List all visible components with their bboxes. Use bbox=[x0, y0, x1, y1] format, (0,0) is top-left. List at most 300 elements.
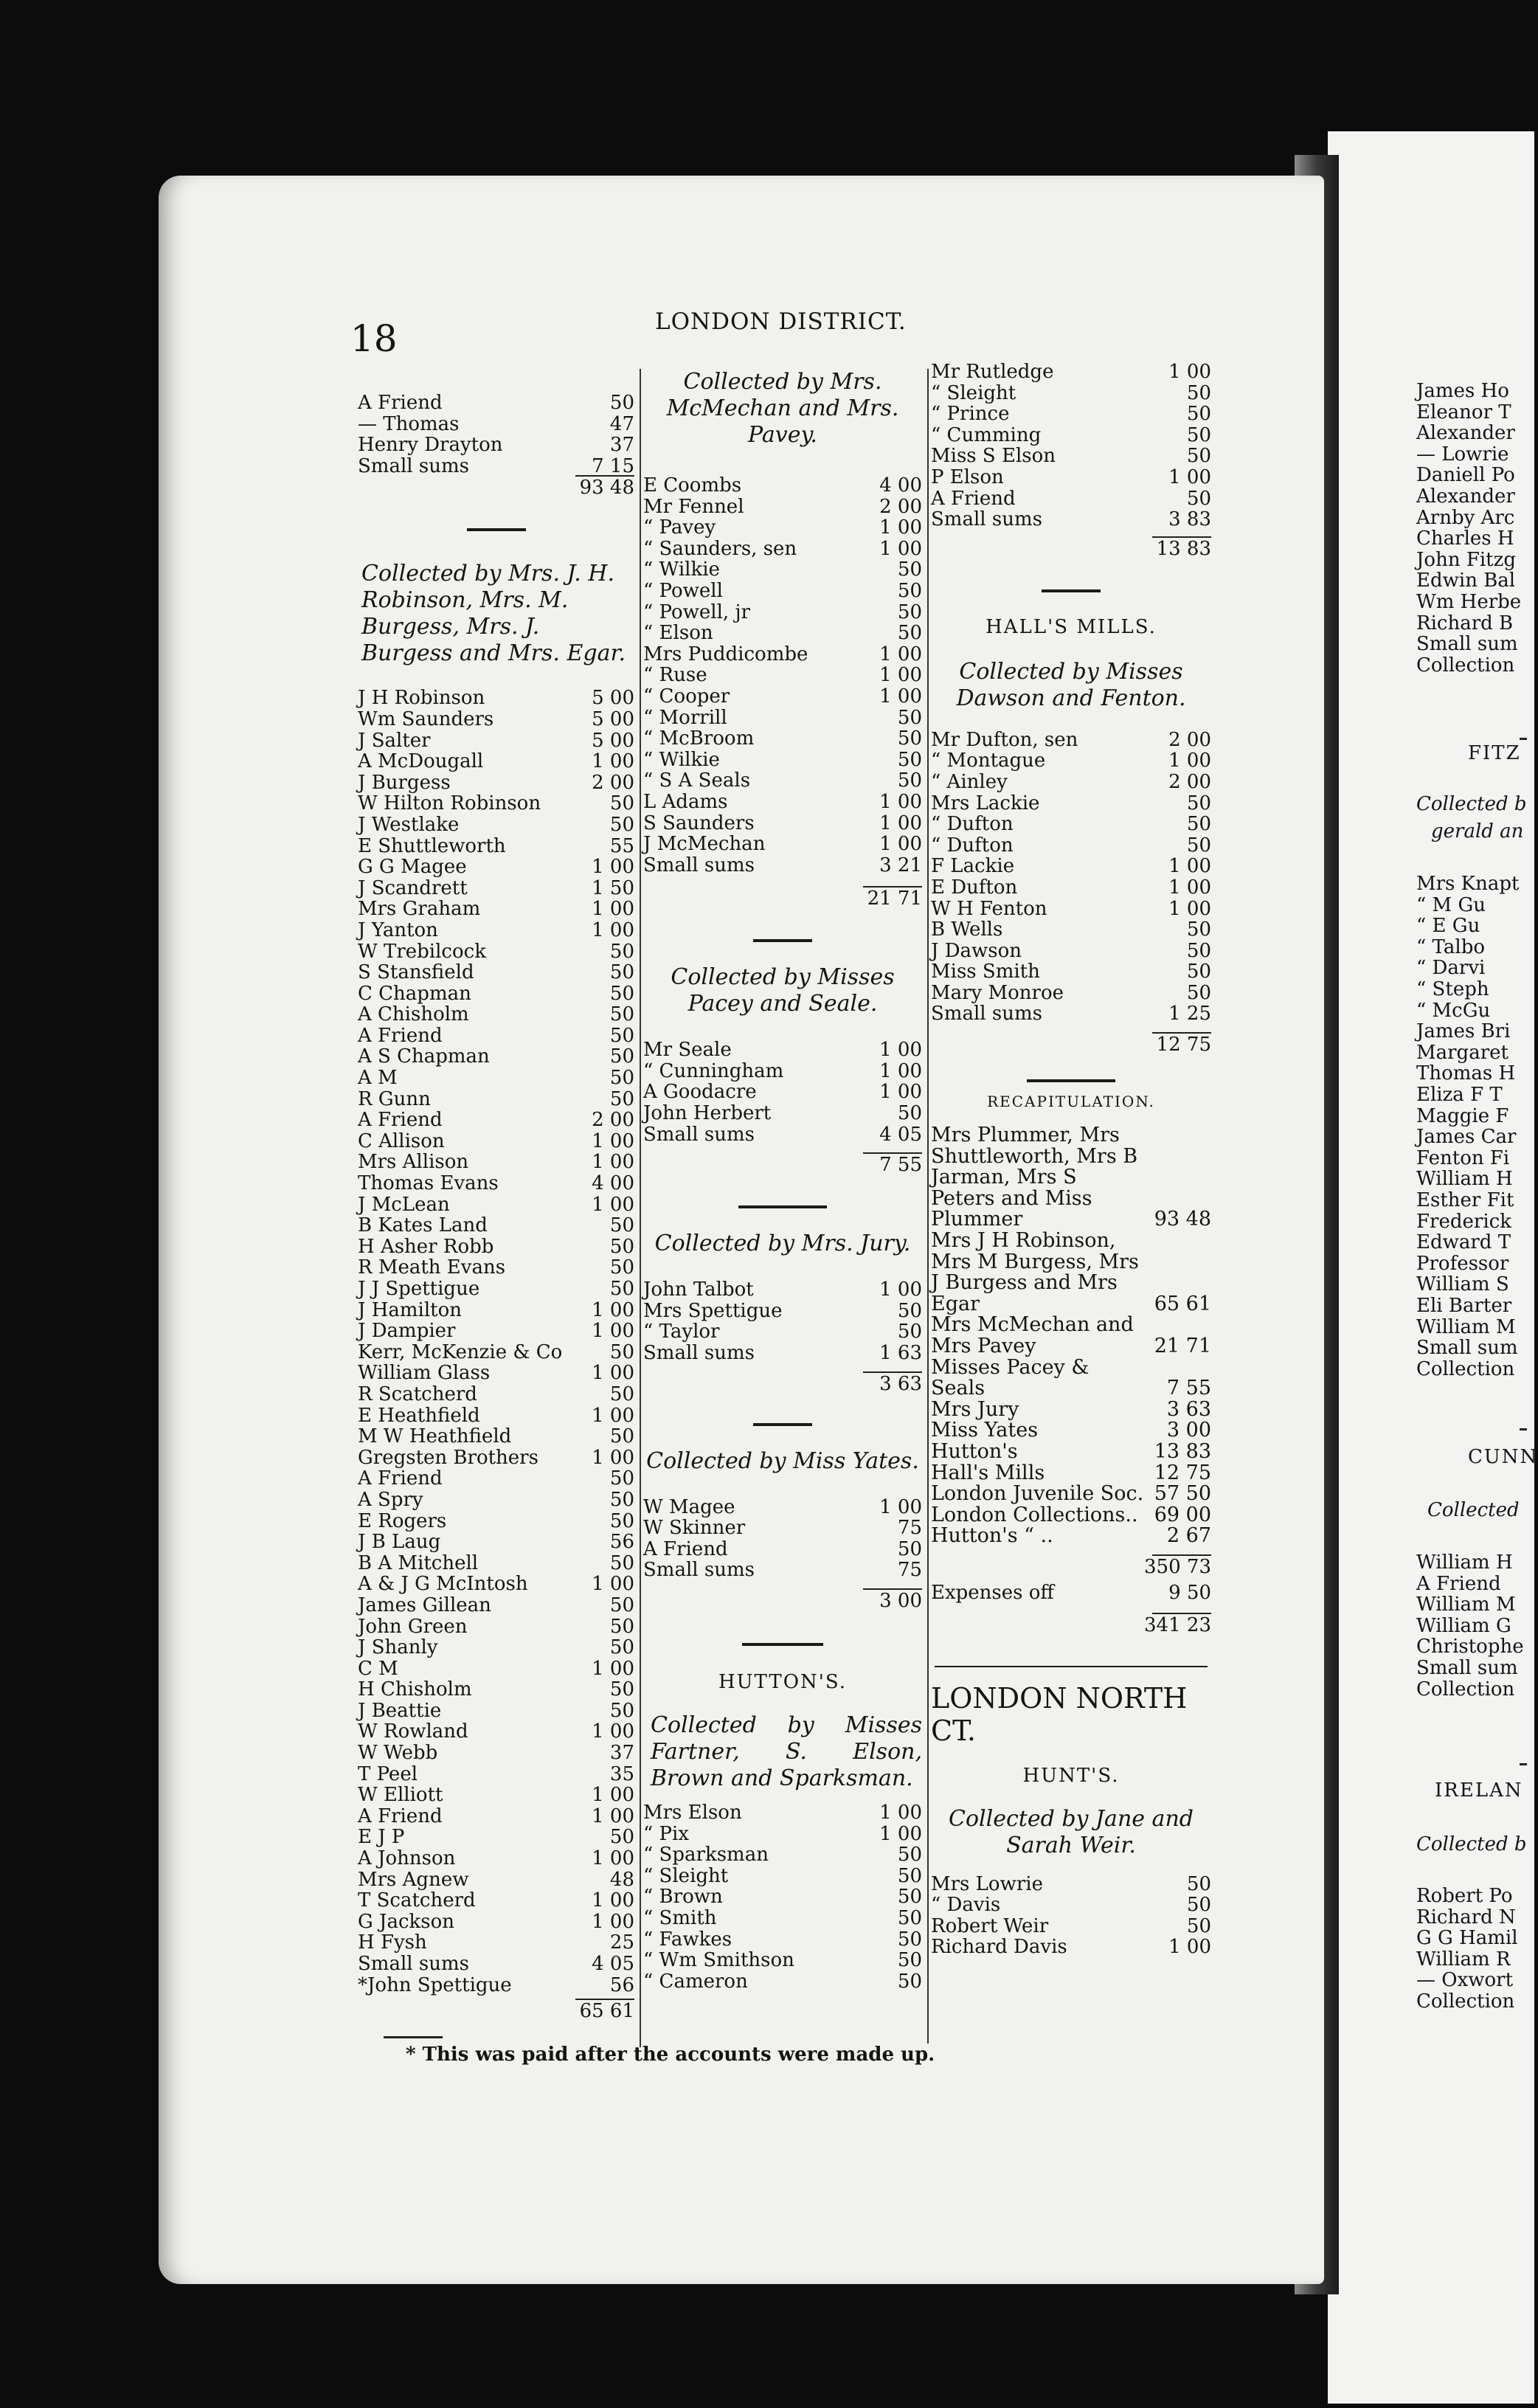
row-name: Mr Fennel bbox=[643, 495, 744, 518]
row-name: Miss S Elson bbox=[931, 445, 1056, 468]
row-amount: 2 00 bbox=[592, 771, 634, 794]
row-amount: 50 bbox=[897, 1102, 922, 1125]
right-page-line: Alexander bbox=[1416, 485, 1515, 508]
row-amount: 1 50 bbox=[592, 876, 634, 899]
list-row bbox=[358, 456, 634, 477]
row-amount: 1 00 bbox=[879, 664, 922, 687]
row-amount: 50 bbox=[609, 1045, 634, 1068]
right-page-line: Richard N bbox=[1416, 1906, 1516, 1928]
row-name: Mrs Puddicombe bbox=[643, 643, 808, 665]
list-row bbox=[643, 1950, 922, 1971]
row-name: “ Prince bbox=[931, 403, 1010, 426]
row-amount: 1 00 bbox=[592, 750, 634, 773]
col1-top-total: 93 48 bbox=[358, 477, 634, 499]
row-amount: 50 bbox=[609, 1826, 634, 1849]
list-row bbox=[643, 623, 922, 644]
row-amount: 1 00 bbox=[1168, 1936, 1211, 1959]
row-name: B Kates Land bbox=[358, 1214, 488, 1237]
col2-total-3: 3 63 bbox=[643, 1373, 922, 1395]
row-amount: 50 bbox=[1186, 1872, 1211, 1895]
list-row bbox=[358, 1300, 634, 1321]
row-name: E Rogers bbox=[358, 1509, 447, 1532]
row-amount: 50 bbox=[897, 1844, 922, 1866]
row-amount: 50 bbox=[1186, 918, 1211, 941]
row-name: A & J G McIntosh bbox=[358, 1573, 528, 1596]
row-amount: 50 bbox=[897, 748, 922, 771]
row-amount: 1 00 bbox=[1168, 855, 1211, 878]
row-name: J H Robinson bbox=[358, 687, 485, 710]
recap-label: Hall's Mills bbox=[931, 1461, 1045, 1484]
recap-row bbox=[931, 1420, 1211, 1442]
right-page-line: William H bbox=[1416, 1551, 1513, 1574]
row-name: E Heathfield bbox=[358, 1404, 480, 1427]
right-page-line: William G bbox=[1416, 1614, 1511, 1637]
right-page-line: Esther Fit bbox=[1416, 1189, 1514, 1211]
row-name: Mrs Allison bbox=[358, 1151, 469, 1174]
right-page-line: Professor bbox=[1416, 1252, 1509, 1275]
recap-amount: 57 50 bbox=[1154, 1482, 1211, 1506]
footnote-rule bbox=[384, 2036, 443, 2038]
row-name: R Scatcherd bbox=[358, 1383, 477, 1405]
row-name: *John Spettigue bbox=[358, 1973, 512, 1996]
row-amount: 1 00 bbox=[879, 516, 922, 539]
row-amount: 1 00 bbox=[879, 833, 922, 856]
row-name: James Gillean bbox=[358, 1594, 491, 1616]
list-row bbox=[931, 750, 1211, 772]
row-amount: 48 bbox=[609, 1868, 634, 1891]
list-row bbox=[358, 1173, 634, 1194]
list-row bbox=[358, 1152, 634, 1173]
list-row bbox=[358, 1426, 634, 1447]
row-amount: 50 bbox=[609, 1699, 634, 1722]
row-amount: 50 bbox=[897, 1970, 922, 1993]
row-name: “ Ainley bbox=[931, 770, 1008, 793]
row-amount: 50 bbox=[897, 1537, 922, 1560]
list-row bbox=[643, 707, 922, 729]
row-amount: 50 bbox=[609, 982, 634, 1005]
right-page-line: Richard B bbox=[1416, 612, 1514, 634]
row-name: A Friend bbox=[358, 1805, 443, 1827]
row-name: M W Heathfield bbox=[358, 1425, 512, 1448]
row-name: W Hilton Robinson bbox=[358, 792, 541, 815]
col3-recap-list bbox=[931, 1125, 1211, 1547]
right-page-line: Mrs Knapt bbox=[1416, 873, 1520, 895]
row-amount: 50 bbox=[609, 1003, 634, 1026]
row-name: J Yanton bbox=[358, 918, 438, 941]
list-row bbox=[358, 1068, 634, 1089]
right-page-line: William M bbox=[1416, 1315, 1516, 1338]
list-row bbox=[358, 1743, 634, 1764]
row-amount: 1 00 bbox=[879, 643, 922, 665]
row-name: J Salter bbox=[358, 729, 431, 752]
right-page-line: Christophe bbox=[1416, 1636, 1524, 1658]
list-row bbox=[931, 730, 1211, 751]
row-amount: 50 bbox=[609, 1488, 634, 1511]
list-row bbox=[358, 1911, 634, 1933]
row-amount: 50 bbox=[609, 813, 634, 836]
row-amount: 1 00 bbox=[592, 1720, 634, 1743]
row-amount: 50 bbox=[609, 792, 634, 815]
row-amount: 1 00 bbox=[592, 1362, 634, 1385]
row-amount: 1 00 bbox=[879, 1495, 922, 1518]
list-row bbox=[931, 1916, 1211, 1937]
list-row bbox=[643, 1824, 922, 1845]
row-name: W H Fenton bbox=[931, 897, 1047, 920]
right-page-line: Arnby Arc bbox=[1416, 506, 1515, 529]
list-row bbox=[643, 1518, 922, 1539]
col3-section-hunts: HUNT'S. bbox=[1022, 1764, 1120, 1787]
list-row bbox=[358, 1321, 634, 1342]
row-name: A Spry bbox=[358, 1488, 423, 1511]
right-page-line: Maggie F bbox=[1416, 1104, 1509, 1127]
col2-total-2: 7 55 bbox=[643, 1154, 922, 1176]
row-name: J Shanly bbox=[358, 1636, 438, 1659]
row-name: “ McBroom bbox=[643, 727, 755, 750]
row-name: J Dawson bbox=[931, 939, 1022, 962]
row-amount: 1 00 bbox=[592, 918, 634, 941]
list-row bbox=[358, 878, 634, 899]
row-name: Mrs Lowrie bbox=[931, 1872, 1043, 1895]
list-row bbox=[643, 475, 922, 497]
row-name: Mrs Agnew bbox=[358, 1868, 469, 1891]
row-amount: 1 00 bbox=[879, 1039, 922, 1062]
right-page-line: Collection bbox=[1416, 654, 1515, 677]
list-row bbox=[358, 1046, 634, 1068]
list-row bbox=[643, 1497, 922, 1518]
list-row bbox=[931, 488, 1211, 510]
recap-label: Mrs McMechan and Mrs Pavey bbox=[931, 1313, 1134, 1357]
list-row bbox=[643, 1061, 922, 1082]
row-name: “ Cameron bbox=[643, 1970, 748, 1993]
row-name: T Peel bbox=[358, 1762, 418, 1785]
row-name: “ S A Seals bbox=[643, 769, 751, 792]
list-row bbox=[931, 425, 1211, 446]
list-row bbox=[931, 446, 1211, 467]
row-name: John Talbot bbox=[643, 1279, 754, 1301]
row-amount: 1 00 bbox=[1168, 897, 1211, 920]
row-name: Mrs Spettigue bbox=[643, 1299, 783, 1322]
list-row bbox=[358, 1532, 634, 1553]
row-amount: 50 bbox=[609, 940, 634, 963]
row-name: C Chapman bbox=[358, 982, 471, 1005]
right-page-line: — Oxwort bbox=[1416, 1969, 1514, 1992]
list-row bbox=[358, 1194, 634, 1216]
row-amount: 1 00 bbox=[1168, 361, 1211, 383]
list-row bbox=[931, 919, 1211, 941]
row-name: “ Brown bbox=[643, 1886, 723, 1909]
list-row bbox=[643, 1971, 922, 1993]
row-amount: 1 00 bbox=[879, 1822, 922, 1845]
list-row bbox=[358, 1363, 634, 1384]
col3-heading-2: Collected by Misses Dawson and Fenton. bbox=[956, 658, 1186, 711]
row-name: “ Cooper bbox=[643, 685, 730, 707]
recap-amount: 69 00 bbox=[1154, 1503, 1211, 1526]
list-row bbox=[643, 1124, 922, 1146]
row-amount: 50 bbox=[897, 1864, 922, 1887]
recap-label: Hutton's bbox=[931, 1439, 1018, 1463]
row-amount: 50 bbox=[609, 1425, 634, 1448]
row-name: S Saunders bbox=[643, 812, 755, 834]
list-row bbox=[358, 1869, 634, 1891]
row-amount: 1 00 bbox=[592, 1784, 634, 1807]
row-name: Small sums bbox=[931, 508, 1042, 531]
list-row bbox=[931, 1874, 1211, 1895]
row-name: Small sums bbox=[358, 1953, 469, 1975]
recap-amount: 65 61 bbox=[1154, 1292, 1211, 1315]
list-row bbox=[358, 1342, 634, 1363]
col2-heading-5: Collected by Misses Fartner, S. Elson, Brown and Sparksman. bbox=[651, 1712, 922, 1791]
right-page-line: William S bbox=[1416, 1273, 1509, 1296]
row-name: Mr Seale bbox=[643, 1039, 732, 1062]
right-page-line: Small sum bbox=[1416, 1657, 1518, 1679]
row-name: A Friend bbox=[931, 487, 1016, 510]
right-page-line: Fenton Fi bbox=[1416, 1146, 1510, 1169]
list-row bbox=[358, 1679, 634, 1701]
right-page-heading: Collected b bbox=[1416, 1833, 1527, 1855]
row-amount: 50 bbox=[609, 1615, 634, 1638]
right-page-heading: Collected b bbox=[1416, 793, 1527, 815]
list-row bbox=[358, 941, 634, 963]
row-name: Robert Weir bbox=[931, 1914, 1049, 1937]
row-name: W Elliott bbox=[358, 1784, 443, 1807]
row-name: H Chisholm bbox=[358, 1678, 472, 1701]
row-amount: 50 bbox=[897, 1886, 922, 1909]
row-amount: 1 00 bbox=[879, 812, 922, 834]
section-rule bbox=[1520, 738, 1527, 740]
row-name: J Beattie bbox=[358, 1699, 442, 1722]
row-name: “ Pavey bbox=[643, 516, 716, 539]
col3-heading-hunts: Collected by Jane and Sarah Weir. bbox=[949, 1805, 1194, 1858]
row-name: A M bbox=[358, 1067, 398, 1090]
list-row bbox=[358, 1721, 634, 1743]
list-row bbox=[643, 539, 922, 560]
list-row bbox=[931, 772, 1211, 793]
right-page-line: William M bbox=[1416, 1594, 1516, 1616]
row-name: “ Sparksman bbox=[643, 1844, 769, 1866]
row-amount: 1 00 bbox=[1168, 750, 1211, 772]
row-name: Richard Davis bbox=[931, 1936, 1067, 1959]
right-page-line: G G Hamil bbox=[1416, 1927, 1518, 1950]
right-page-line: Edward T bbox=[1416, 1231, 1511, 1254]
right-page-line: “ Talbo bbox=[1416, 935, 1485, 958]
list-row bbox=[358, 1827, 634, 1848]
list-row bbox=[643, 602, 922, 623]
col3-section-halls-mills: HALL'S MILLS. bbox=[986, 615, 1157, 638]
row-name: Small sums bbox=[643, 1123, 755, 1146]
column-divider-2 bbox=[927, 369, 929, 2044]
list-row bbox=[358, 1490, 634, 1511]
row-name: “ Smith bbox=[643, 1906, 717, 1929]
row-amount: 56 bbox=[609, 1973, 634, 1996]
row-amount: 1 00 bbox=[592, 1805, 634, 1827]
row-amount: 1 00 bbox=[592, 1193, 634, 1216]
row-amount: 56 bbox=[609, 1531, 634, 1554]
row-name: John Green bbox=[358, 1615, 468, 1638]
row-amount: 2 00 bbox=[1168, 728, 1211, 751]
row-amount: 50 bbox=[609, 392, 634, 414]
list-row bbox=[358, 1574, 634, 1595]
list-row bbox=[643, 1103, 922, 1124]
list-row bbox=[358, 435, 634, 456]
list-row bbox=[358, 1110, 634, 1131]
col1-list bbox=[358, 688, 634, 1996]
col2-heading-1: Collected by Mrs. McMechan and Mrs. Pavey. bbox=[666, 369, 899, 448]
right-page-line: Eliza F T bbox=[1416, 1084, 1503, 1106]
right-page-line: Collection bbox=[1416, 1990, 1515, 2013]
row-name: S Stansfield bbox=[358, 961, 474, 984]
row-name: J McLean bbox=[358, 1193, 450, 1216]
col3-recap-sum: 350 73 bbox=[1144, 1555, 1211, 1578]
row-name: “ Montague bbox=[931, 750, 1046, 772]
row-amount: 50 bbox=[1186, 981, 1211, 1004]
col1-top-list bbox=[358, 392, 634, 477]
row-amount: 50 bbox=[609, 1383, 634, 1405]
list-row bbox=[931, 467, 1211, 488]
row-name: T Scatcherd bbox=[358, 1889, 476, 1912]
list-row bbox=[931, 835, 1211, 857]
list-row bbox=[643, 834, 922, 855]
row-amount: 5 00 bbox=[592, 687, 634, 710]
row-name: Small sums bbox=[931, 1003, 1042, 1025]
col3-section-london-north: LONDON NORTH CT. bbox=[931, 1681, 1188, 1747]
row-name: W Magee bbox=[643, 1495, 735, 1518]
row-amount: 1 00 bbox=[879, 1802, 922, 1824]
list-row bbox=[358, 751, 634, 772]
right-page-line: Margaret bbox=[1416, 1041, 1508, 1064]
row-amount: 1 00 bbox=[592, 898, 634, 921]
list-row bbox=[358, 1384, 634, 1405]
row-amount: 1 00 bbox=[879, 790, 922, 813]
row-amount: 4 00 bbox=[592, 1172, 634, 1195]
row-name: “ Powell, jr bbox=[643, 601, 750, 623]
row-name: F Lackie bbox=[931, 855, 1015, 878]
row-name: Wm Saunders bbox=[358, 707, 494, 730]
right-page-line: Frederick bbox=[1416, 1210, 1511, 1233]
row-name: P Elson bbox=[931, 466, 1004, 488]
row-name: “ Dufton bbox=[931, 813, 1014, 836]
col2-total-4: 3 00 bbox=[643, 1590, 922, 1612]
right-page-section: IRELAN bbox=[1435, 1779, 1523, 1802]
row-name: A Goodacre bbox=[643, 1081, 757, 1104]
row-amount: 1 25 bbox=[1168, 1003, 1211, 1025]
row-amount: 1 00 bbox=[592, 856, 634, 879]
list-row bbox=[643, 1866, 922, 1887]
row-name: W Webb bbox=[358, 1742, 438, 1765]
row-name: A S Chapman bbox=[358, 1045, 490, 1068]
list-row bbox=[643, 792, 922, 813]
right-page-heading: Collected bbox=[1427, 1499, 1520, 1521]
row-name: W Trebilcock bbox=[358, 940, 486, 963]
col3-list-2 bbox=[931, 730, 1211, 1025]
row-name: A McDougall bbox=[358, 750, 484, 773]
col1-heading: Collected by Mrs. J. H. Robinson, Mrs. M. Burgess, Mrs. J. Burgess and Mrs. Egar. bbox=[361, 561, 626, 667]
recap-amount: 21 71 bbox=[1154, 1335, 1211, 1357]
row-name: A Friend bbox=[358, 1024, 443, 1047]
right-page-line: “ Steph bbox=[1416, 978, 1489, 1000]
row-amount: 47 bbox=[609, 412, 634, 435]
right-page-line: Eleanor T bbox=[1416, 401, 1511, 423]
list-row bbox=[358, 899, 634, 920]
recap-row bbox=[931, 1484, 1211, 1505]
list-row bbox=[643, 686, 922, 707]
row-amount: 50 bbox=[1186, 1894, 1211, 1917]
row-amount: 5 00 bbox=[592, 707, 634, 730]
row-amount: 50 bbox=[897, 727, 922, 750]
row-amount: 50 bbox=[897, 1949, 922, 1972]
row-amount: 1 00 bbox=[879, 1059, 922, 1082]
row-name: “ Cumming bbox=[931, 423, 1042, 446]
row-amount: 50 bbox=[897, 1906, 922, 1929]
list-row bbox=[358, 1890, 634, 1911]
col1-total: 65 61 bbox=[358, 2000, 634, 2022]
row-name: J Westlake bbox=[358, 813, 460, 836]
col2-heading-3: Collected by Mrs. Jury. bbox=[654, 1231, 911, 1257]
list-row bbox=[931, 1895, 1211, 1916]
row-amount: 50 bbox=[1186, 403, 1211, 426]
recap-row bbox=[931, 1526, 1211, 1547]
row-amount: 50 bbox=[609, 1636, 634, 1659]
row-amount: 50 bbox=[609, 1256, 634, 1279]
row-name: William Glass bbox=[358, 1362, 491, 1385]
col2-list-1 bbox=[643, 475, 922, 876]
row-amount: 50 bbox=[609, 1467, 634, 1490]
recap-amount: 93 48 bbox=[1154, 1208, 1211, 1231]
row-amount: 50 bbox=[1186, 939, 1211, 962]
col2-heading-4: Collected by Miss Yates. bbox=[646, 1447, 919, 1474]
list-row bbox=[931, 404, 1211, 425]
row-amount: 50 bbox=[1186, 792, 1211, 814]
row-name: Miss Smith bbox=[931, 961, 1040, 983]
list-row bbox=[643, 1908, 922, 1929]
row-amount: 1 00 bbox=[592, 1404, 634, 1427]
list-row bbox=[358, 1658, 634, 1680]
right-page-line: Thomas H bbox=[1416, 1062, 1516, 1085]
list-row bbox=[358, 920, 634, 941]
right-page-line: Collection bbox=[1416, 1357, 1515, 1380]
list-row bbox=[358, 1468, 634, 1490]
list-row bbox=[643, 1802, 922, 1824]
row-amount: 50 bbox=[897, 1321, 922, 1343]
row-amount: 3 21 bbox=[879, 854, 922, 876]
row-name: Henry Drayton bbox=[358, 434, 503, 457]
list-row bbox=[358, 1848, 634, 1869]
footnote: * This was paid after the accounts were made up. bbox=[406, 2044, 935, 2066]
list-row bbox=[358, 983, 634, 1005]
list-row bbox=[643, 1886, 922, 1908]
recap-row bbox=[931, 1231, 1211, 1315]
list-row bbox=[358, 1932, 634, 1954]
recap-row bbox=[931, 1397, 1211, 1421]
right-page-section: FITZ bbox=[1468, 742, 1521, 764]
list-row bbox=[358, 857, 634, 878]
recap-label: Hutton's “ .. bbox=[931, 1524, 1053, 1548]
row-amount: 37 bbox=[609, 434, 634, 457]
row-amount: 50 bbox=[609, 1551, 634, 1574]
row-amount: 50 bbox=[609, 1235, 634, 1258]
right-page-line: Charles H bbox=[1416, 527, 1514, 550]
row-amount: 1 00 bbox=[592, 1320, 634, 1343]
list-row bbox=[643, 517, 922, 539]
row-name: C Allison bbox=[358, 1129, 445, 1152]
column-2 bbox=[643, 369, 922, 1992]
list-row bbox=[358, 772, 634, 794]
row-amount: 50 bbox=[897, 769, 922, 792]
row-name: “ Dufton bbox=[931, 834, 1014, 857]
row-amount: 1 00 bbox=[592, 1151, 634, 1174]
list-row bbox=[643, 728, 922, 750]
row-amount: 50 bbox=[1186, 381, 1211, 404]
row-name: A Chisholm bbox=[358, 1003, 469, 1026]
